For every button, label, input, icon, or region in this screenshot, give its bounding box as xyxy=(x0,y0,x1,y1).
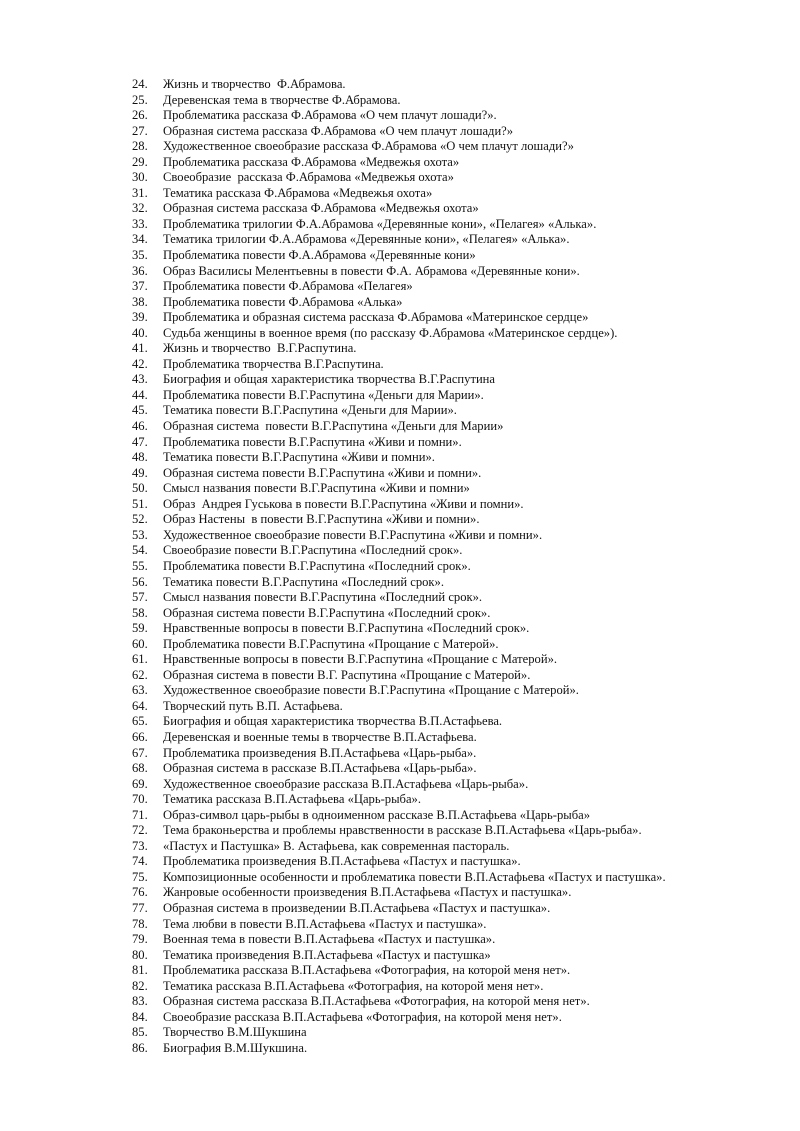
item-number: 24. xyxy=(132,77,148,91)
item-number: 34. xyxy=(132,232,148,247)
item-number: 83. xyxy=(132,994,148,1009)
list-item xyxy=(132,606,772,622)
list-item xyxy=(132,435,772,451)
item-text: Проблематика повести В.Г.Распутина «Последний срок». xyxy=(163,558,471,573)
list-item xyxy=(132,248,772,264)
item-text: Проблематика рассказа Ф.Абрамова «Медвежья охота» xyxy=(163,154,460,169)
item-number: 42. xyxy=(132,356,148,371)
item-number: 50. xyxy=(132,481,148,496)
list-item xyxy=(132,310,772,326)
item-text: Тематика повести В.Г.Распутина «Последний срок». xyxy=(163,574,444,589)
list-item xyxy=(132,155,772,171)
item-text: Образная система повести В.Г.Распутина «Деньги для Марии» xyxy=(163,419,504,434)
item-number: 84. xyxy=(132,1009,148,1024)
list-item xyxy=(132,652,772,668)
list-item xyxy=(132,637,772,653)
list-item xyxy=(132,870,772,886)
list-item xyxy=(132,341,772,357)
list-item xyxy=(132,621,772,637)
item-text: Проблематика повести В.Г.Распутина «Прощание с Матерой». xyxy=(163,636,499,651)
list-item xyxy=(132,295,772,311)
item-number: 85. xyxy=(132,1025,148,1040)
item-text: Художественное своеобразие рассказа Ф.Абрамова «О чем плачут лошади?» xyxy=(163,139,574,154)
item-number: 79. xyxy=(132,932,148,947)
item-number: 43. xyxy=(132,372,148,387)
item-number: 28. xyxy=(132,139,148,154)
item-text: Образная система в произведении В.П.Астафьева «Пастух и пастушка». xyxy=(163,900,551,915)
list-item xyxy=(132,450,772,466)
item-number: 53. xyxy=(132,527,148,542)
item-number: 75. xyxy=(132,869,148,884)
item-text: Образ-символ царь-рыбы в одноименном рассказе В.П.Астафьева «Царь-рыба» xyxy=(163,807,591,822)
item-text: Образ Василисы Мелентьевны в повести Ф.А. Абрамова «Деревянные кони». xyxy=(163,263,580,278)
item-text: Биография и общая характеристика творчества В.П.Астафьева. xyxy=(163,714,503,729)
list-item xyxy=(132,232,772,248)
item-text: Образная система повести В.Г.Распутина «Последний срок». xyxy=(163,605,491,620)
item-text: Проблематика повести В.Г.Распутина «Живи и помни». xyxy=(163,434,462,449)
list-item xyxy=(132,264,772,280)
item-text: Проблематика произведения В.П.Астафьева «Царь-рыба». xyxy=(163,745,477,760)
item-text: Проблематика повести Ф.Абрамова «Пелагея» xyxy=(163,279,413,294)
item-text: Проблематика повести В.Г.Распутина «Деньги для Марии». xyxy=(163,387,484,402)
item-text: Тематика произведения В.П.Астафьева «Пастух и пастушка» xyxy=(163,947,491,962)
item-number: 62. xyxy=(132,667,148,682)
item-text: Тематика трилогии Ф.А.Абрамова «Деревянные кони», «Пелагея» «Алька». xyxy=(163,232,570,247)
item-text: Биография В.М.Шукшина. xyxy=(163,1040,308,1055)
item-number: 31. xyxy=(132,185,148,200)
item-text: Тематика повести В.Г.Распутина «Деньги для Марии». xyxy=(163,403,457,418)
item-number: 25. xyxy=(132,92,148,107)
list-item xyxy=(132,901,772,917)
item-text: Судьба женщины в военное время (по рассказу Ф.Абрамова «Материнское сердце»). xyxy=(163,325,618,340)
item-number: 58. xyxy=(132,605,148,620)
item-number: 72. xyxy=(132,823,148,838)
item-number: 46. xyxy=(132,419,148,434)
item-text: Проблематика повести Ф.А.Абрамова «Деревянные кони» xyxy=(163,248,476,263)
item-text: Тематика рассказа В.П.Астафьева «Фотография, на которой меня нет». xyxy=(163,978,544,993)
item-text: Тематика рассказа В.П.Астафьева «Царь-рыба». xyxy=(163,792,421,807)
list-item xyxy=(132,403,772,419)
item-text: Художественное своеобразие повести В.Г.Распутина «Прощание с Матерой». xyxy=(163,683,579,698)
list-item xyxy=(132,792,772,808)
item-number: 70. xyxy=(132,792,148,807)
list-item xyxy=(132,714,772,730)
item-number: 29. xyxy=(132,154,148,169)
list-item xyxy=(132,979,772,995)
list-item xyxy=(132,419,772,435)
item-text: Творческий путь В.П. Астафьева. xyxy=(163,698,343,713)
item-number: 44. xyxy=(132,387,148,402)
item-text: Жанровые особенности произведения В.П.Астафьева «Пастух и пастушка». xyxy=(163,885,572,900)
list-item xyxy=(132,948,772,964)
list-item xyxy=(132,808,772,824)
item-text: Военная тема в повести В.П.Астафьева «Пастух и пастушка». xyxy=(163,932,496,947)
item-text: Образная система в рассказе В.П.Астафьева «Царь-рыба». xyxy=(163,761,477,776)
list-item xyxy=(132,217,772,233)
item-text: Деревенская тема в творчестве Ф.Абрамова. xyxy=(163,92,401,107)
item-number: 39. xyxy=(132,310,148,325)
item-text: Жизнь и творчество Ф.Абрамова. xyxy=(163,77,346,91)
list-item xyxy=(132,994,772,1010)
item-number: 59. xyxy=(132,621,148,636)
list-item xyxy=(132,885,772,901)
item-number: 82. xyxy=(132,978,148,993)
list-item xyxy=(132,497,772,513)
item-text: Своеобразие рассказа Ф.Абрамова «Медвежья охота» xyxy=(163,170,454,185)
list-item xyxy=(132,512,772,528)
list-item xyxy=(132,683,772,699)
item-number: 26. xyxy=(132,108,148,123)
item-number: 71. xyxy=(132,807,148,822)
list-item xyxy=(132,730,772,746)
list-item xyxy=(132,279,772,295)
list-item xyxy=(132,77,772,93)
list-item xyxy=(132,823,772,839)
item-number: 77. xyxy=(132,900,148,915)
item-number: 66. xyxy=(132,729,148,744)
item-text: Своеобразие повести В.Г.Распутина «Последний срок». xyxy=(163,543,463,558)
item-number: 56. xyxy=(132,574,148,589)
item-text: «Пастух и Пастушка» В. Астафьева, как современная пастораль. xyxy=(163,838,510,853)
item-number: 27. xyxy=(132,123,148,138)
list-item xyxy=(132,1025,772,1041)
item-number: 47. xyxy=(132,434,148,449)
item-number: 60. xyxy=(132,636,148,651)
item-text: Тематика повести В.Г.Распутина «Живи и помни». xyxy=(163,450,435,465)
item-text: Тема браконьерства и проблемы нравственности в рассказе В.П.Астафьева «Царь-рыба». xyxy=(163,823,642,838)
item-text: Композиционные особенности и проблематика повести В.П.Астафьева «Пастух и пастушка». xyxy=(163,869,666,884)
list-item xyxy=(132,201,772,217)
list-item xyxy=(132,139,772,155)
list-item xyxy=(132,746,772,762)
item-text: Нравственные вопросы в повести В.Г.Распутина «Прощание с Матерой». xyxy=(163,652,558,667)
item-number: 63. xyxy=(132,683,148,698)
item-text: Проблематика творчества В.Г.Распутина. xyxy=(163,356,384,371)
item-text: Тематика рассказа Ф.Абрамова «Медвежья охота» xyxy=(163,185,433,200)
item-text: Образ Настены в повести В.Г.Распутина «Живи и помни». xyxy=(163,512,480,527)
list-item xyxy=(132,839,772,855)
item-text: Творчество В.М.Шукшина xyxy=(163,1025,307,1040)
list-item xyxy=(132,1010,772,1026)
list-item xyxy=(132,170,772,186)
list-item xyxy=(132,357,772,373)
item-text: Биография и общая характеристика творчества В.Г.Распутина xyxy=(163,372,496,387)
item-number: 74. xyxy=(132,854,148,869)
item-text: Жизнь и творчество В.Г.Распутина. xyxy=(163,341,357,356)
item-number: 48. xyxy=(132,450,148,465)
item-number: 45. xyxy=(132,403,148,418)
list-item xyxy=(132,93,772,109)
item-text: Тема любви в повести В.П.Астафьева «Пастух и пастушка». xyxy=(163,916,487,931)
item-number: 32. xyxy=(132,201,148,216)
topic-list xyxy=(132,77,772,1056)
item-number: 36. xyxy=(132,263,148,278)
item-text: Проблематика трилогии Ф.А.Абрамова «Деревянные кони», «Пелагея» «Алька». xyxy=(163,216,597,231)
item-text: Своеобразие рассказа В.П.Астафьева «Фотография, на которой меня нет». xyxy=(163,1009,562,1024)
item-number: 30. xyxy=(132,170,148,185)
item-number: 67. xyxy=(132,745,148,760)
item-number: 57. xyxy=(132,590,148,605)
item-number: 86. xyxy=(132,1040,148,1055)
item-number: 54. xyxy=(132,543,148,558)
item-number: 35. xyxy=(132,248,148,263)
list-item xyxy=(132,668,772,684)
item-number: 64. xyxy=(132,698,148,713)
item-text: Образная система повести В.Г.Распутина «Живи и помни». xyxy=(163,465,482,480)
list-item xyxy=(132,388,772,404)
list-item xyxy=(132,963,772,979)
list-item xyxy=(132,481,772,497)
list-item xyxy=(132,372,772,388)
item-text: Художественное своеобразие повести В.Г.Распутина «Живи и помни». xyxy=(163,527,543,542)
item-text: Нравственные вопросы в повести В.Г.Распутина «Последний срок». xyxy=(163,621,530,636)
list-item xyxy=(132,761,772,777)
list-item xyxy=(132,326,772,342)
item-number: 49. xyxy=(132,465,148,480)
item-number: 78. xyxy=(132,916,148,931)
item-number: 65. xyxy=(132,714,148,729)
item-number: 55. xyxy=(132,558,148,573)
item-number: 80. xyxy=(132,947,148,962)
item-number: 73. xyxy=(132,838,148,853)
item-text: Образная система в повести В.Г. Распутина «Прощание с Матерой». xyxy=(163,667,531,682)
list-item xyxy=(132,917,772,933)
item-number: 37. xyxy=(132,279,148,294)
item-text: Образ Андрея Гуськова в повести В.Г.Распутина «Живи и помни». xyxy=(163,496,524,511)
item-text: Смысл названия повести В.Г.Распутина «Живи и помни» xyxy=(163,481,470,496)
item-text: Художественное своеобразие рассказа В.П.Астафьева «Царь-рыба». xyxy=(163,776,529,791)
item-text: Деревенская и военные темы в творчестве В.П.Астафьева. xyxy=(163,729,477,744)
item-number: 76. xyxy=(132,885,148,900)
item-text: Проблематика и образная система рассказа Ф.Абрамова «Материнское сердце» xyxy=(163,310,589,325)
item-text: Проблематика рассказа Ф.Абрамова «О чем плачут лошади?». xyxy=(163,108,497,123)
list-item xyxy=(132,699,772,715)
list-item xyxy=(132,1041,772,1057)
item-text: Образная система рассказа В.П.Астафьева «Фотография, на которой меня нет». xyxy=(163,994,590,1009)
list-item xyxy=(132,559,772,575)
item-text: Проблематика рассказа В.П.Астафьева «Фотография, на которой меня нет». xyxy=(163,963,571,978)
list-item xyxy=(132,777,772,793)
list-item xyxy=(132,108,772,124)
item-number: 51. xyxy=(132,496,148,511)
list-item xyxy=(132,590,772,606)
item-number: 61. xyxy=(132,652,148,667)
item-number: 33. xyxy=(132,216,148,231)
item-text: Образная система рассказа Ф.Абрамова «Медвежья охота» xyxy=(163,201,479,216)
list-item xyxy=(132,466,772,482)
item-number: 69. xyxy=(132,776,148,791)
item-number: 52. xyxy=(132,512,148,527)
item-number: 41. xyxy=(132,341,148,356)
item-number: 68. xyxy=(132,761,148,776)
item-text: Смысл названия повести В.Г.Распутина «Последний срок». xyxy=(163,590,483,605)
item-number: 38. xyxy=(132,294,148,309)
list-item xyxy=(132,186,772,202)
list-item xyxy=(132,528,772,544)
list-item xyxy=(132,124,772,140)
item-text: Проблематика повести Ф.Абрамова «Алька» xyxy=(163,294,403,309)
item-number: 40. xyxy=(132,325,148,340)
list-item xyxy=(132,854,772,870)
list-item xyxy=(132,932,772,948)
item-text: Проблематика произведения В.П.Астафьева «Пастух и пастушка». xyxy=(163,854,521,869)
list-item xyxy=(132,575,772,591)
list-item xyxy=(132,543,772,559)
item-text: Образная система рассказа Ф.Абрамова «О чем плачут лошади?» xyxy=(163,123,514,138)
item-number: 81. xyxy=(132,963,148,978)
